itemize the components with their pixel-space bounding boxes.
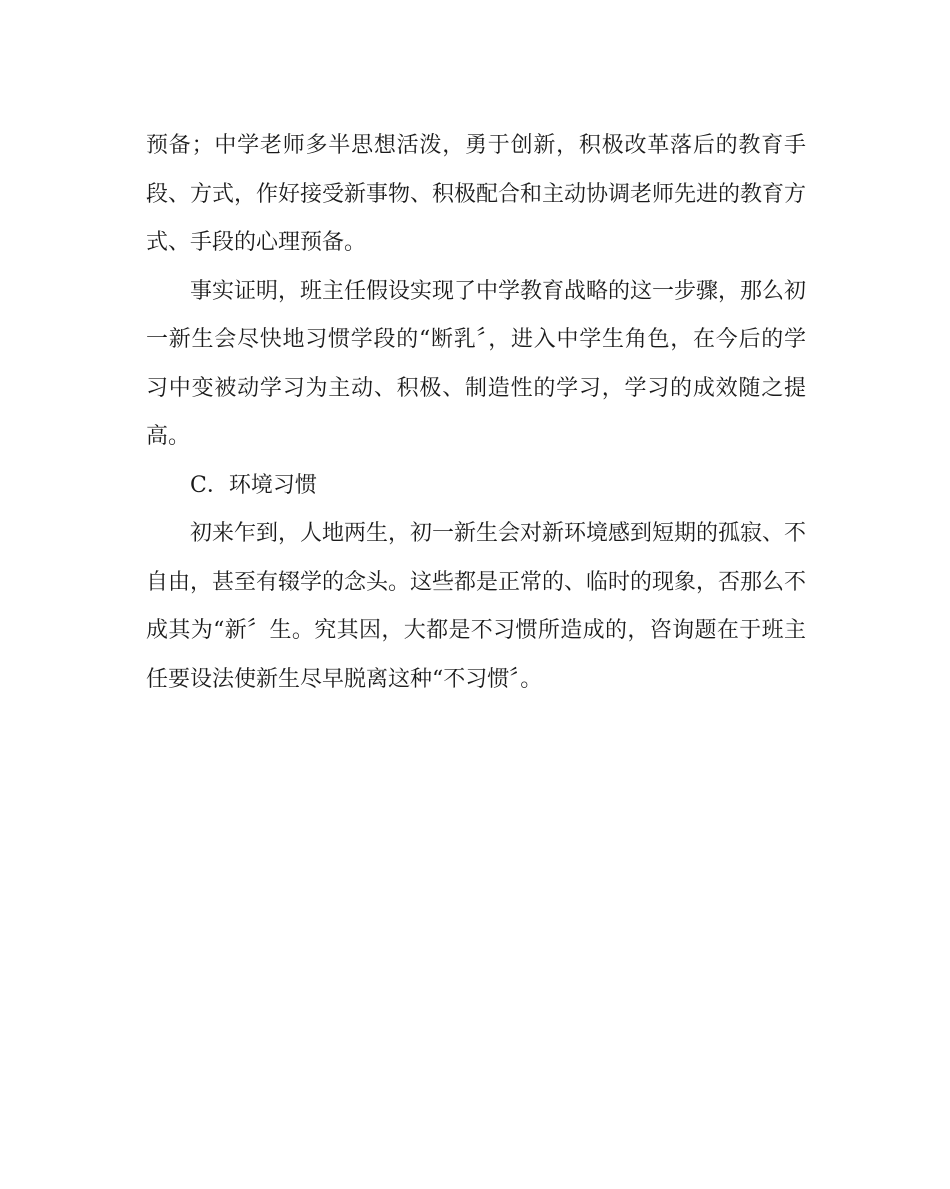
document-body [146, 122, 806, 704]
paragraph-continuation: 预备；中学老师多半思想活泼，勇于创新，积极改革落后的教育手段、方式，作好接受新事物、积极配合和主动协调老师先进的教育方式、手段的心理预备。 [146, 133, 807, 255]
section-heading-environment: C．环境习惯 [190, 472, 317, 498]
paragraph-environment: 初来乍到，人地两生，初一新生会对新环境感到短期的孤寂、不自由，甚至有辍学的念头。这些都是正常的、临时的现象，否那么不成其为“新〞生。究其因，大都是不习惯所造成的，咨询题在于班主任要设法使新生尽早脱离这种“不习惯〞。 [146, 521, 807, 692]
paragraph-fact-proof: 事实证明，班主任假设实现了中学教育战略的这一步骤，那么初一新生会尽快地习惯学段的“断乳〞，进入中学生角色，在今后的学习中变被动学习为主动、积极、制造性的学习，学习的成效随之提高。 [146, 278, 807, 449]
